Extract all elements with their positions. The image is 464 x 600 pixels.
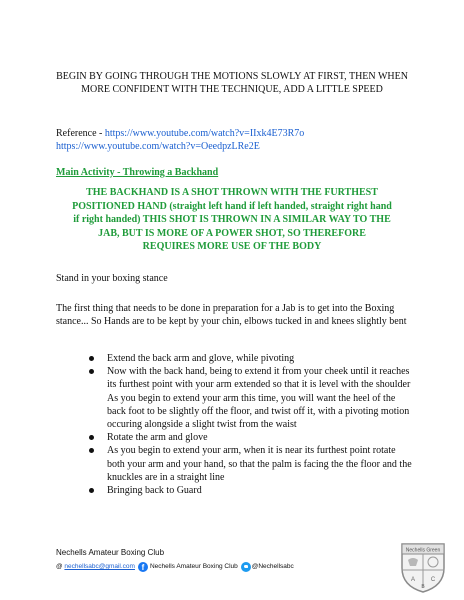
- footer-contacts: [56, 562, 356, 572]
- club-crest-logo: [398, 538, 448, 594]
- list-item: Extend the back arm and glove, while pivoting: [84, 352, 414, 365]
- bullet-icon: [89, 356, 94, 361]
- bullet-icon: [89, 488, 94, 493]
- list-item: Bringing back to Guard: [84, 484, 414, 497]
- preparation-paragraph: The first thing that needs to be done in preparation for a Jab is to get into the Boxing stance... So Hands are to be kept by your chin, elbows tucked in and knees slightly bent: [56, 303, 407, 327]
- reference-link-2[interactable]: https://www.youtube.com/watch?v=OeedpzLRe2E: [56, 141, 260, 152]
- backhand-definition: THE BACKHAND IS A SHOT THROWN WITH THE FURTHEST POSITIONED HAND (straight left hand if left handed, straight right hand if right handed) THIS SHOT IS THROWN IN A SIMILAR WAY TO THE JAB, BUT IS MORE OF A POWER SHOT, SO THEREFORE REQUIRES MORE USE OF THE BODY: [72, 187, 392, 252]
- at-symbol: @: [56, 563, 63, 570]
- crest-text: Nechells Green: [405, 547, 441, 554]
- technique-steps: [84, 352, 414, 497]
- list-item: Rotate the arm and glove: [84, 431, 414, 444]
- reference-label: Reference -: [56, 128, 105, 139]
- intro-instruction: BEGIN BY GOING THROUGH THE MOTIONS SLOWLY AT FIRST, THEN WHEN MORE CONFIDENT WITH THE TECHNIQUE, ADD A LITTLE SPEED: [56, 71, 408, 95]
- list-item: Now with the back hand, being to extend it from your cheek until it reaches its furthest point with your arm extended so that it is level with the shoulder As you begin to extend your arm this time, you will want the heel of the back foot to be slightly off the floor, and twist off it, with a pivoting motion occuring alongside a slight twist from the waist: [84, 365, 414, 431]
- footer-club-name: Nechells Amateur Boxing Club: [56, 548, 165, 557]
- list-item: As you begin to extend your arm, when it is near its furthest point rotate both your arm and your hand, so that the palm is facing the the floor and the knuckles are in a straight line: [84, 444, 414, 484]
- reference-link-1[interactable]: https://www.youtube.com/watch?v=IIxk4E73R7o: [104, 128, 305, 139]
- reference-block: [56, 127, 416, 153]
- twitter-icon[interactable]: [241, 562, 251, 572]
- bullet-icon: [89, 369, 94, 374]
- crest-letter-b: B: [421, 584, 425, 590]
- footer-twitter-handle: @Nechellsabc: [251, 563, 294, 570]
- footer-facebook-name: Nechells Amateur Boxing Club: [149, 563, 238, 570]
- facebook-icon[interactable]: f: [138, 562, 148, 572]
- bullet-icon: [89, 435, 94, 440]
- main-activity-heading: Main Activity - Throwing a Backhand: [56, 167, 219, 178]
- bullet-icon: [89, 448, 94, 453]
- stance-paragraph: Stand in your boxing stance: [56, 273, 168, 284]
- crest-letter-a: A: [410, 577, 416, 583]
- footer-email-link[interactable]: nechellsabc@gmail.com: [64, 563, 135, 570]
- crest-letter-c: C: [430, 577, 436, 583]
